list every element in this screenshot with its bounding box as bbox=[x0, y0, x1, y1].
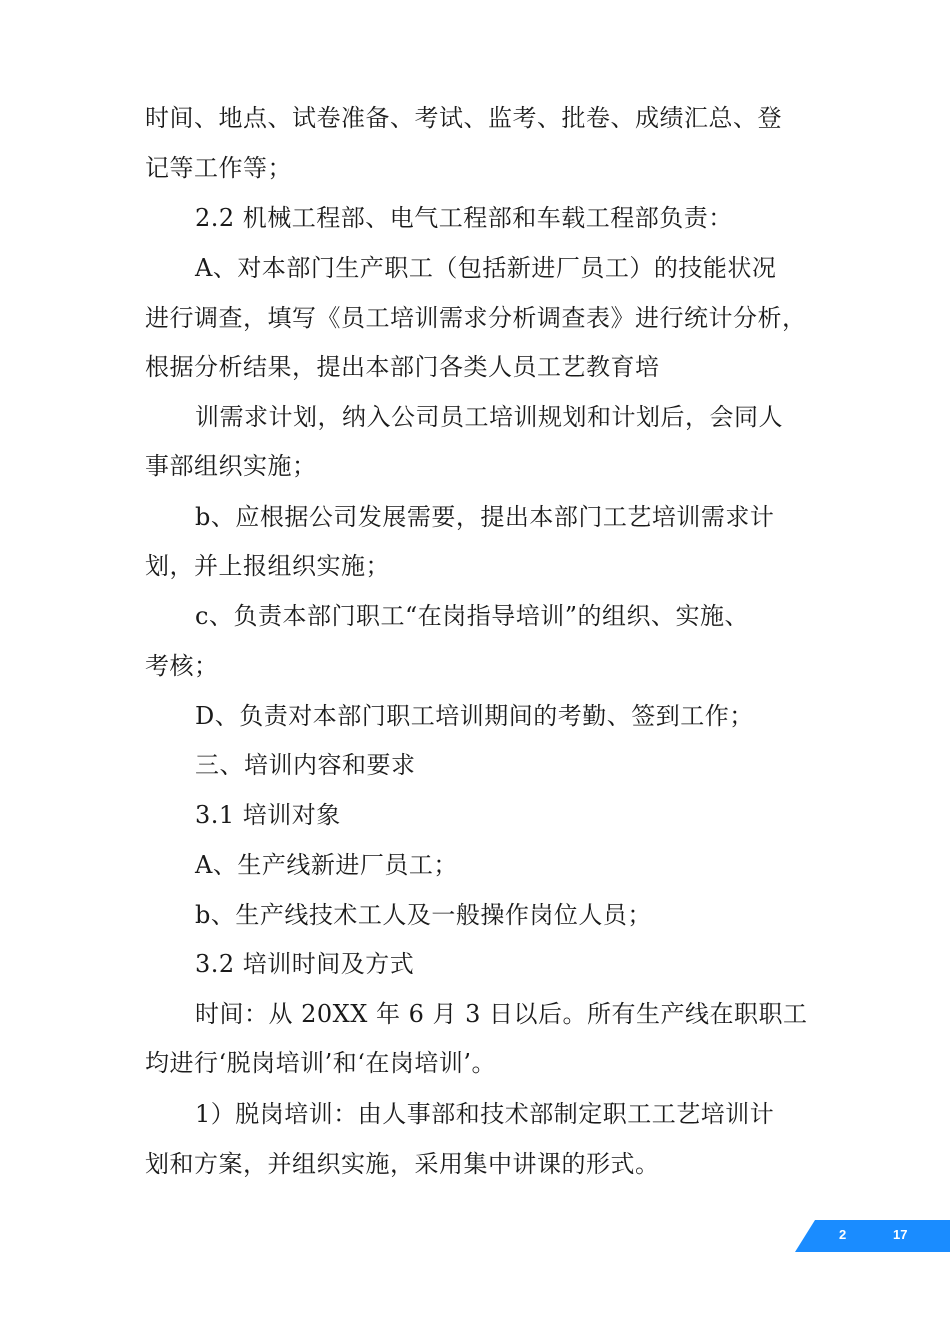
text-line: 时间、地点、试卷准备、考试、监考、批卷、成绩汇总、登 bbox=[145, 104, 782, 132]
total-pages: 17 bbox=[893, 1227, 908, 1242]
text-line: A、对本部门生产职工（包括新进厂员工）的技能状况 bbox=[195, 254, 777, 282]
subsection-heading: 3.2 培训时间及方式 bbox=[195, 950, 415, 978]
text-line: 时间：从 20XX 年 6 月 3 日以后。所有生产线在职职工 bbox=[195, 1000, 808, 1028]
text-line: b、生产线技术工人及一般操作岗位人员； bbox=[195, 901, 652, 929]
text-line: 训需求计划，纳入公司员工培训规划和计划后，会同人 bbox=[195, 403, 783, 431]
page-footer bbox=[795, 1220, 950, 1252]
text-line: D、负责对本部门职工培训期间的考勤、签到工作； bbox=[195, 702, 754, 730]
text-line: 事部组织实施； bbox=[145, 452, 317, 480]
text-line: A、生产线新进厂员工； bbox=[195, 851, 458, 879]
text-line: 1）脱岗培训：由人事部和技术部制定职工工艺培训计 bbox=[195, 1100, 775, 1128]
text-line: 进行调查，填写《员工培训需求分析调查表》进行统计分析， bbox=[145, 304, 807, 332]
text-line: 考核； bbox=[145, 652, 219, 680]
text-line: c、负责本部门职工“在岗指导培训”的组织、实施、 bbox=[195, 602, 749, 630]
text-line: 均进行‘脱岗培训’和‘在岗培训’。 bbox=[145, 1049, 497, 1077]
text-line: 划和方案，并组织实施，采用集中讲课的形式。 bbox=[145, 1150, 660, 1178]
text-line: 2.2 机械工程部、电气工程部和车载工程部负责： bbox=[195, 204, 733, 232]
text-line: 根据分析结果，提出本部门各类人员工艺教育培 bbox=[145, 353, 660, 381]
section-heading: 三、培训内容和要求 bbox=[195, 751, 416, 779]
subsection-heading: 3.1 培训对象 bbox=[195, 801, 341, 829]
text-line: 划，并上报组织实施； bbox=[145, 552, 390, 580]
text-line: 记等工作等； bbox=[145, 154, 292, 182]
text-line: b、应根据公司发展需要，提出本部门工艺培训需求计 bbox=[195, 503, 775, 531]
footer-bar-shape bbox=[795, 1220, 950, 1252]
page-number: 2 bbox=[839, 1227, 847, 1242]
